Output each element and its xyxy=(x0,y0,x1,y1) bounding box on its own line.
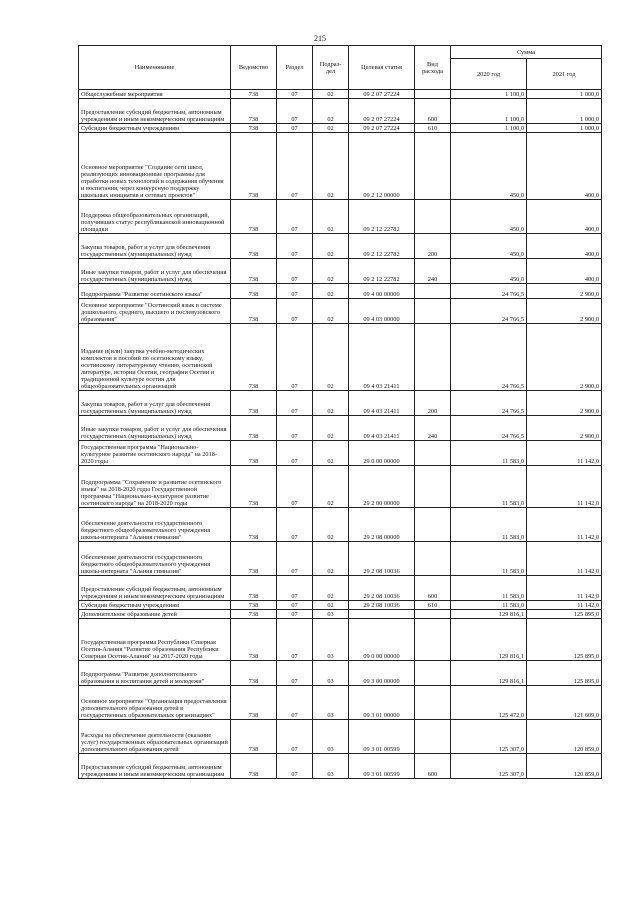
cell-sum-2020: 1 100,0 xyxy=(451,99,527,124)
cell-sum-2020: 129 816,1 xyxy=(451,619,527,661)
cell-target: 09 3 01 00000 xyxy=(349,686,415,720)
cell-dept: 738 xyxy=(231,466,277,508)
cell-subsection: 02 xyxy=(313,99,349,124)
cell-expense-type xyxy=(415,90,451,99)
cell-expense-type xyxy=(415,686,451,720)
cell-sum-2021: 2 900,0 xyxy=(527,284,602,299)
cell-dept: 738 xyxy=(231,661,277,686)
cell-name: Иные закупки товаров, работ и услуг для обеспечения государственных (муниципальных) нужд xyxy=(79,259,231,284)
header-year-2021: 2021 год xyxy=(527,59,602,90)
cell-sum-2021: 11 142,0 xyxy=(527,466,602,508)
cell-sum-2021: 400,0 xyxy=(527,133,602,200)
cell-dept: 738 xyxy=(231,576,277,601)
cell-name: Иные закупки товаров, работ и услуг для обеспечения государственных (муниципальных) нужд xyxy=(79,416,231,441)
cell-expense-type xyxy=(415,661,451,686)
cell-sum-2020: 11 583,0 xyxy=(451,542,527,576)
cell-section: 07 xyxy=(277,754,313,779)
cell-dept: 738 xyxy=(231,324,277,391)
cell-name: Дополнительное образование детей xyxy=(79,610,231,619)
table-row xyxy=(79,601,602,610)
cell-dept: 738 xyxy=(231,720,277,754)
cell-subsection: 02 xyxy=(313,284,349,299)
table-row xyxy=(79,234,602,259)
cell-subsection: 02 xyxy=(313,391,349,416)
cell-subsection: 03 xyxy=(313,754,349,779)
cell-sum-2020: 450,0 xyxy=(451,200,527,234)
header-section: Раздел xyxy=(277,46,313,90)
cell-name: Субсидии бюджетным учреждениям xyxy=(79,124,231,133)
table-row xyxy=(79,542,602,576)
cell-target: 09 0 00 00000 xyxy=(349,619,415,661)
header-name: Наименование xyxy=(79,46,231,90)
cell-section: 07 xyxy=(277,259,313,284)
cell-dept: 738 xyxy=(231,234,277,259)
cell-section: 07 xyxy=(277,661,313,686)
table-row xyxy=(79,720,602,754)
cell-sum-2021: 400,0 xyxy=(527,259,602,284)
cell-sum-2020: 11 583,0 xyxy=(451,466,527,508)
cell-dept: 738 xyxy=(231,90,277,99)
cell-sum-2020: 11 583,0 xyxy=(451,441,527,466)
cell-target: 29 2 08 10036 xyxy=(349,542,415,576)
cell-target: 09 3 01 00599 xyxy=(349,754,415,779)
cell-subsection: 02 xyxy=(313,508,349,542)
header-expense-type: Вид расхода xyxy=(415,46,451,90)
cell-expense-type: 200 xyxy=(415,234,451,259)
cell-name: Основное мероприятие "Создание сети школ, реализующих инновационные программы для отработки новых технологий и содержания обучения и воспитания, через конкурсную поддержку школьных инициатив и сетевых проектов" xyxy=(79,133,231,200)
cell-section: 07 xyxy=(277,508,313,542)
cell-sum-2021: 1 000,0 xyxy=(527,99,602,124)
table-row xyxy=(79,610,602,619)
cell-sum-2021: 11 142,0 xyxy=(527,508,602,542)
cell-name: Закупка товаров, работ и услуг для обеспечения государственных (муниципальных) нужд xyxy=(79,234,231,259)
cell-expense-type xyxy=(415,542,451,576)
table-row xyxy=(79,391,602,416)
table-row xyxy=(79,284,602,299)
cell-target: 29 2 08 00000 xyxy=(349,508,415,542)
cell-sum-2021: 400,0 xyxy=(527,200,602,234)
cell-target: 09 2 07 27224 xyxy=(349,99,415,124)
cell-expense-type xyxy=(415,441,451,466)
cell-dept: 738 xyxy=(231,686,277,720)
cell-sum-2021: 2 900,0 xyxy=(527,299,602,324)
cell-subsection: 02 xyxy=(313,90,349,99)
cell-sum-2020: 125 472,0 xyxy=(451,686,527,720)
table-row xyxy=(79,200,602,234)
table-row xyxy=(79,90,602,99)
cell-subsection: 02 xyxy=(313,542,349,576)
cell-sum-2021: 2 900,0 xyxy=(527,324,602,391)
cell-section: 07 xyxy=(277,610,313,619)
cell-section: 07 xyxy=(277,324,313,391)
cell-sum-2021: 1 000,0 xyxy=(527,124,602,133)
cell-target: 09 3 00 00000 xyxy=(349,661,415,686)
cell-expense-type: 600 xyxy=(415,99,451,124)
cell-target: 29 2 08 10036 xyxy=(349,576,415,601)
cell-name: Общеслужебные мероприятия xyxy=(79,90,231,99)
cell-expense-type: 200 xyxy=(415,391,451,416)
cell-target: 09 2 12 00000 xyxy=(349,133,415,200)
cell-name: Предоставление субсидий бюджетным, автономным учреждениям и иным некоммерческим организациям xyxy=(79,576,231,601)
table-row xyxy=(79,754,602,779)
budget-table xyxy=(78,45,602,779)
cell-name: Предоставление субсидий бюджетным, автономным учреждениям и иным некоммерческим организациям xyxy=(79,99,231,124)
cell-sum-2021: 125 895,0 xyxy=(527,610,602,619)
cell-dept: 738 xyxy=(231,124,277,133)
cell-sum-2020: 11 583,0 xyxy=(451,508,527,542)
cell-dept: 738 xyxy=(231,391,277,416)
cell-name: Основное мероприятие "Организация предоставления дополнительного образования детей в государственных образовательных организациях" xyxy=(79,686,231,720)
cell-target: 09 2 12 22782 xyxy=(349,200,415,234)
cell-sum-2020: 24 766,5 xyxy=(451,324,527,391)
cell-dept: 738 xyxy=(231,416,277,441)
cell-name: Закупка товаров, работ и услуг для обеспечения государственных (муниципальных) нужд xyxy=(79,391,231,416)
cell-dept: 738 xyxy=(231,259,277,284)
cell-name: Основное мероприятие "Осетинский язык в системе дошкольного, среднего, высшего и послевузовского образования" xyxy=(79,299,231,324)
cell-section: 07 xyxy=(277,299,313,324)
cell-target: 09 4 03 00000 xyxy=(349,299,415,324)
cell-subsection: 02 xyxy=(313,576,349,601)
cell-expense-type: 610 xyxy=(415,601,451,610)
cell-target: 09 2 12 22782 xyxy=(349,259,415,284)
cell-expense-type xyxy=(415,720,451,754)
table-header-row xyxy=(79,46,602,59)
cell-target: 09 2 07 27224 xyxy=(349,90,415,99)
cell-target: 09 4 03 21411 xyxy=(349,416,415,441)
cell-expense-type xyxy=(415,133,451,200)
cell-section: 07 xyxy=(277,416,313,441)
table-row xyxy=(79,466,602,508)
cell-dept: 738 xyxy=(231,200,277,234)
cell-sum-2020: 1 100,0 xyxy=(451,124,527,133)
page-number: 215 xyxy=(314,34,326,43)
cell-subsection: 02 xyxy=(313,299,349,324)
cell-target: 29 0 00 00000 xyxy=(349,441,415,466)
cell-target: 09 4 03 21411 xyxy=(349,324,415,391)
cell-subsection: 02 xyxy=(313,259,349,284)
cell-subsection: 02 xyxy=(313,133,349,200)
cell-sum-2021: 400,0 xyxy=(527,234,602,259)
cell-subsection: 02 xyxy=(313,124,349,133)
cell-expense-type: 600 xyxy=(415,754,451,779)
cell-dept: 738 xyxy=(231,601,277,610)
cell-target: 09 4 03 21411 xyxy=(349,391,415,416)
cell-target: 29 2 08 10036 xyxy=(349,601,415,610)
cell-sum-2021: 120 859,0 xyxy=(527,754,602,779)
cell-target: 09 2 07 27224 xyxy=(349,124,415,133)
cell-dept: 738 xyxy=(231,284,277,299)
cell-dept: 738 xyxy=(231,619,277,661)
cell-section: 07 xyxy=(277,234,313,259)
cell-dept: 738 xyxy=(231,754,277,779)
cell-section: 07 xyxy=(277,99,313,124)
cell-subsection: 02 xyxy=(313,416,349,441)
cell-name: Поддержка общеобразовательных организаций, получивших статус республиканской инновационной площадки xyxy=(79,200,231,234)
cell-sum-2021: 125 895,0 xyxy=(527,619,602,661)
table-row xyxy=(79,686,602,720)
cell-name: Подпрограмма "Развитие осетинского языка" xyxy=(79,284,231,299)
table-row xyxy=(79,124,602,133)
cell-target: 09 2 12 22782 xyxy=(349,234,415,259)
cell-subsection: 03 xyxy=(313,619,349,661)
cell-expense-type: 600 xyxy=(415,576,451,601)
cell-expense-type: 610 xyxy=(415,124,451,133)
cell-dept: 738 xyxy=(231,610,277,619)
table-row xyxy=(79,416,602,441)
cell-sum-2021: 120 859,0 xyxy=(527,720,602,754)
table-row xyxy=(79,324,602,391)
cell-sum-2021: 11 142,0 xyxy=(527,542,602,576)
cell-subsection: 03 xyxy=(313,686,349,720)
cell-sum-2020: 129 816,1 xyxy=(451,661,527,686)
cell-section: 07 xyxy=(277,391,313,416)
cell-sum-2020: 125 307,0 xyxy=(451,720,527,754)
cell-expense-type xyxy=(415,619,451,661)
cell-target xyxy=(349,610,415,619)
table-row xyxy=(79,441,602,466)
cell-sum-2020: 24 766,5 xyxy=(451,416,527,441)
cell-section: 07 xyxy=(277,542,313,576)
cell-subsection: 03 xyxy=(313,610,349,619)
cell-subsection: 03 xyxy=(313,661,349,686)
cell-name: Государственная программа Республики Северная Осетия-Алания "Развитие образования Республики Северная Осетия-Алания" на 2017-2020 годы xyxy=(79,619,231,661)
header-year-2020: 2020 год xyxy=(451,59,527,90)
cell-section: 07 xyxy=(277,619,313,661)
table-row xyxy=(79,99,602,124)
cell-expense-type xyxy=(415,284,451,299)
cell-sum-2021: 11 142,0 xyxy=(527,441,602,466)
cell-subsection: 02 xyxy=(313,324,349,391)
table-row xyxy=(79,619,602,661)
cell-section: 07 xyxy=(277,284,313,299)
cell-sum-2020: 24 766,5 xyxy=(451,299,527,324)
cell-sum-2021: 121 609,0 xyxy=(527,686,602,720)
cell-section: 07 xyxy=(277,133,313,200)
cell-expense-type: 240 xyxy=(415,259,451,284)
table-row xyxy=(79,508,602,542)
cell-sum-2021: 11 142,0 xyxy=(527,601,602,610)
cell-section: 07 xyxy=(277,441,313,466)
cell-sum-2020: 11 583,0 xyxy=(451,576,527,601)
cell-section: 07 xyxy=(277,576,313,601)
cell-dept: 738 xyxy=(231,299,277,324)
cell-dept: 738 xyxy=(231,542,277,576)
header-subsection: Подраз- дел xyxy=(313,46,349,90)
cell-subsection: 03 xyxy=(313,720,349,754)
cell-sum-2020: 125 307,0 xyxy=(451,754,527,779)
cell-sum-2021: 2 900,0 xyxy=(527,391,602,416)
cell-sum-2021: 125 895,0 xyxy=(527,661,602,686)
cell-name: Издание и(или) закупка учебно-методических комплектов и пособий по осетинскому языку, осетинскому литературному чтению, осетинской литературе, истории Осетии, географии Осетии и традиционной культуре осетин для общеобразовательных организаций xyxy=(79,324,231,391)
table-row xyxy=(79,133,602,200)
cell-expense-type xyxy=(415,610,451,619)
header-target: Целевая статья xyxy=(349,46,415,90)
cell-section: 07 xyxy=(277,601,313,610)
cell-dept: 738 xyxy=(231,133,277,200)
cell-sum-2020: 450,0 xyxy=(451,234,527,259)
cell-subsection: 02 xyxy=(313,601,349,610)
cell-sum-2020: 24 766,5 xyxy=(451,391,527,416)
cell-sum-2021: 1 000,0 xyxy=(527,90,602,99)
cell-subsection: 02 xyxy=(313,441,349,466)
cell-target: 09 3 01 00599 xyxy=(349,720,415,754)
cell-subsection: 02 xyxy=(313,200,349,234)
cell-sum-2020: 450,0 xyxy=(451,133,527,200)
cell-sum-2021: 11 142,0 xyxy=(527,576,602,601)
cell-section: 07 xyxy=(277,720,313,754)
table-row xyxy=(79,299,602,324)
cell-expense-type xyxy=(415,324,451,391)
header-dept: Ведомство xyxy=(231,46,277,90)
cell-section: 07 xyxy=(277,124,313,133)
cell-expense-type xyxy=(415,466,451,508)
cell-subsection: 02 xyxy=(313,234,349,259)
cell-sum-2020: 11 583,0 xyxy=(451,601,527,610)
cell-name: Подпрограмма "Сохранение и развитие осетинского языка" на 2018-2020 годы Государственной программы "Национально-культурное развитие осетинского народа" на 2018-2020 годы xyxy=(79,466,231,508)
cell-section: 07 xyxy=(277,90,313,99)
cell-name: Обеспечение деятельности государственного бюджетного общеобразовательного учреждения школы-интерната "Алания гимназия" xyxy=(79,542,231,576)
cell-subsection: 02 xyxy=(313,466,349,508)
cell-sum-2021: 2 900,0 xyxy=(527,416,602,441)
cell-name: Подпрограмма "Развитие дополнительного образования и воспитания детей и молодежи" xyxy=(79,661,231,686)
cell-name: Предоставление субсидий бюджетным, автономным учреждениям и иным некоммерческим организациям xyxy=(79,754,231,779)
cell-sum-2020: 450,0 xyxy=(451,259,527,284)
cell-dept: 738 xyxy=(231,441,277,466)
cell-name: Субсидии бюджетным учреждениям xyxy=(79,601,231,610)
cell-dept: 738 xyxy=(231,99,277,124)
table-row xyxy=(79,576,602,601)
cell-dept: 738 xyxy=(231,508,277,542)
cell-name: Государственная программа "Национально-культурное развитие осетинского народа" на 2018-2020 годы xyxy=(79,441,231,466)
table-row xyxy=(79,259,602,284)
cell-name: Расходы на обеспечение деятельности (оказание услуг) государственных образовательных организаций дополнительного образования детей xyxy=(79,720,231,754)
table-row xyxy=(79,661,602,686)
cell-sum-2020: 24 766,5 xyxy=(451,284,527,299)
cell-expense-type xyxy=(415,299,451,324)
cell-expense-type xyxy=(415,508,451,542)
cell-name: Обеспечение деятельности государственного бюджетного общеобразовательного учреждения школы-интерната "Алания гимназия" xyxy=(79,508,231,542)
cell-section: 07 xyxy=(277,686,313,720)
cell-sum-2020: 1 100,0 xyxy=(451,90,527,99)
cell-section: 07 xyxy=(277,200,313,234)
cell-sum-2020: 129 816,1 xyxy=(451,610,527,619)
cell-expense-type: 240 xyxy=(415,416,451,441)
cell-section: 07 xyxy=(277,466,313,508)
cell-expense-type xyxy=(415,200,451,234)
table-body xyxy=(79,90,602,779)
cell-target: 29 2 00 00000 xyxy=(349,466,415,508)
cell-target: 09 4 00 00000 xyxy=(349,284,415,299)
header-sum: Сумма xyxy=(451,46,602,59)
